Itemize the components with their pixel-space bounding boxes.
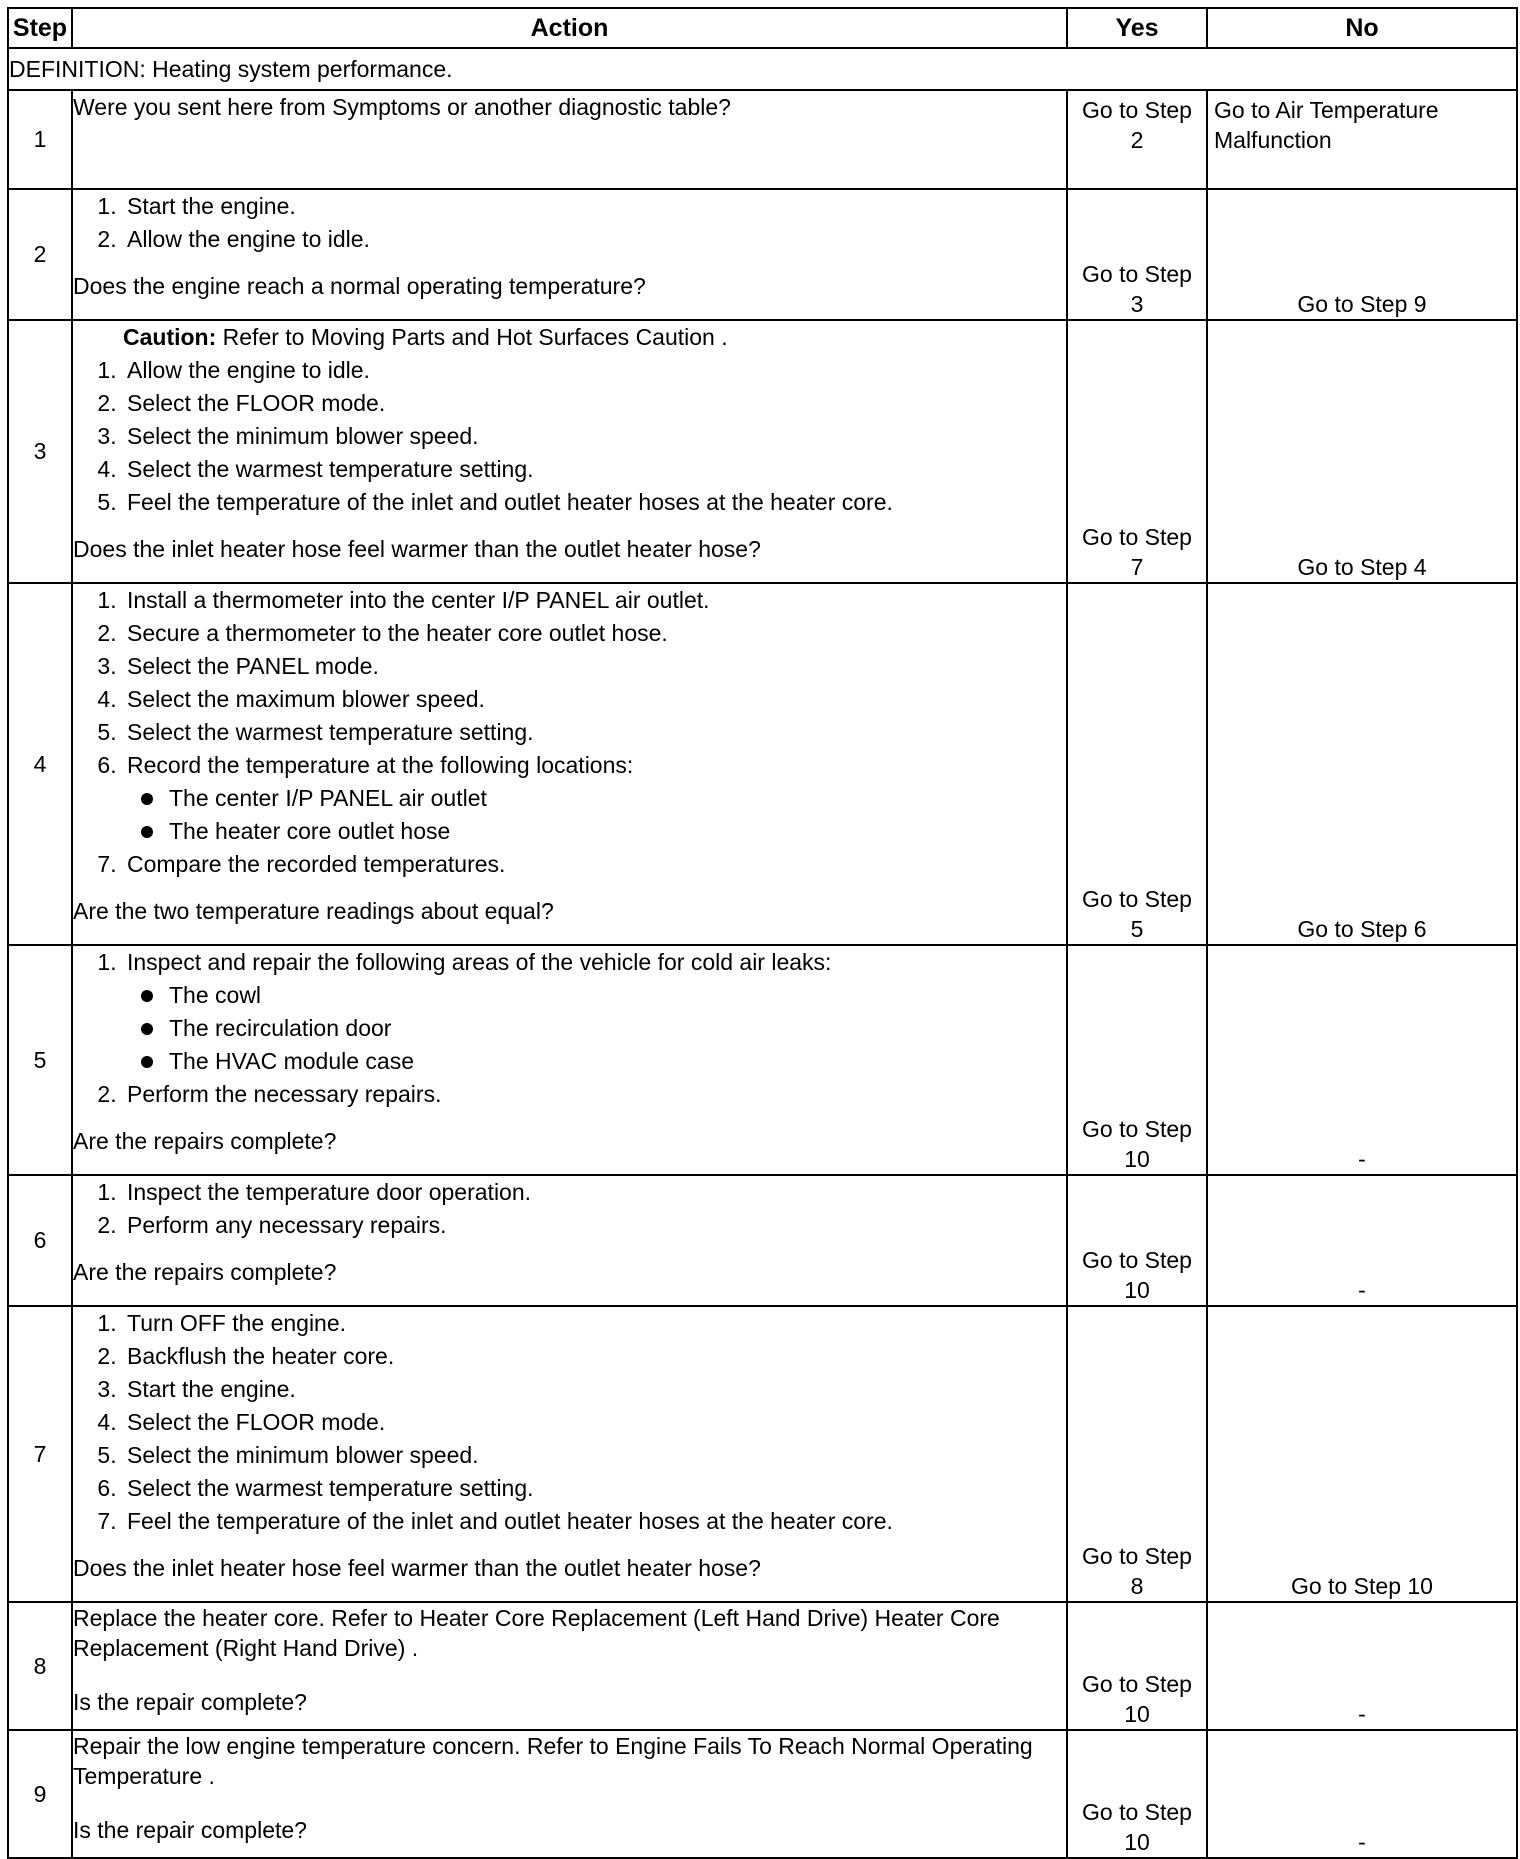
step-question: Are the repairs complete? — [73, 1259, 337, 1285]
step-row-9 — [8, 1730, 1517, 1858]
definition-row — [8, 48, 1517, 90]
step-action — [72, 1602, 1067, 1730]
yes-label: Go to Step — [1082, 97, 1192, 123]
no-cell: Go to Step 9 — [1207, 189, 1517, 320]
list-item — [123, 946, 1066, 1078]
step-row-8 — [8, 1602, 1517, 1730]
header-step: Step — [8, 8, 72, 48]
list-item: 1. Turn OFF the engine. — [123, 1307, 1066, 1340]
no-cell: Go to Step 4 — [1207, 320, 1517, 583]
yes-cell — [1067, 320, 1207, 583]
step-action — [72, 189, 1067, 320]
step-number: 6 — [8, 1175, 72, 1306]
yes-label: Go to Step — [1082, 1247, 1192, 1273]
yes-label: Go to Step — [1082, 886, 1192, 912]
caution-text: Refer to Moving Parts and Hot Surfaces Caution . — [216, 324, 728, 350]
no-label-cont: Malfunction — [1214, 127, 1332, 153]
yes-cell — [1067, 1730, 1207, 1858]
yes-cell — [1067, 1306, 1207, 1602]
yes-cell — [1067, 945, 1207, 1175]
step-action — [72, 945, 1067, 1175]
step-row-1 — [8, 90, 1517, 189]
no-cell: Go to Step 6 — [1207, 583, 1517, 945]
step-action — [72, 90, 1067, 189]
list-item: 5. Select the minimum blower speed. — [123, 1439, 1066, 1472]
step-question: Are the repairs complete? — [73, 1128, 337, 1154]
bullet-item: The heater core outlet hose — [141, 815, 1066, 848]
step-number: 9 — [8, 1730, 72, 1858]
list-item: 1. Install a thermometer into the center I/P PANEL air outlet. — [123, 584, 1066, 617]
step-number: 4 — [8, 583, 72, 945]
yes-cell — [1067, 90, 1207, 189]
no-cell: - — [1207, 945, 1517, 1175]
no-cell: - — [1207, 1730, 1517, 1858]
list-item: 1. Start the engine. — [123, 190, 1066, 223]
header-no: No — [1207, 8, 1517, 48]
list-item: 4. Select the maximum blower speed. — [123, 683, 1066, 716]
list-item-text: Record the temperature at the following locations: — [127, 752, 634, 778]
caution-label: Caution: — [123, 324, 217, 350]
list-item: 2. Select the FLOOR mode. — [123, 387, 1066, 420]
step-question: Is the repair complete? — [73, 1689, 307, 1715]
list-item: 2. Backflush the heater core. — [123, 1340, 1066, 1373]
list-item: 1. Allow the engine to idle. — [123, 354, 1066, 387]
list-item: 4. Select the warmest temperature setting. — [123, 453, 1066, 486]
step-question: Does the inlet heater hose feel warmer than the outlet heater hose? — [73, 536, 761, 562]
yes-step: 2 — [1130, 127, 1144, 153]
step-action — [72, 583, 1067, 945]
action-text: Replace the heater core. Refer to Heater Core Replacement (Left Hand Drive) Heater Core Replacement (Right Hand Drive) . — [73, 1605, 1000, 1661]
yes-step: 10 — [1124, 1146, 1150, 1172]
step-number: 7 — [8, 1306, 72, 1602]
step-row-6 — [8, 1175, 1517, 1306]
list-item: 5. Select the warmest temperature setting. — [123, 716, 1066, 749]
step-number: 3 — [8, 320, 72, 583]
list-item: 3. Select the PANEL mode. — [123, 650, 1066, 683]
no-cell: Go to Step 10 — [1207, 1306, 1517, 1602]
bullet-item: The center I/P PANEL air outlet — [141, 782, 1066, 815]
step-row-2 — [8, 189, 1517, 320]
step-row-7 — [8, 1306, 1517, 1602]
step-number: 1 — [8, 90, 72, 189]
action-list — [73, 946, 1066, 1111]
yes-label: Go to Step — [1082, 1799, 1192, 1825]
header-action: Action — [72, 8, 1067, 48]
yes-step: 3 — [1130, 291, 1144, 317]
list-item: 7. Feel the temperature of the inlet and outlet heater hoses at the heater core. — [123, 1505, 1066, 1538]
yes-label: Go to Step — [1082, 1543, 1192, 1569]
list-item — [123, 749, 1066, 848]
list-item: 2. Secure a thermometer to the heater core outlet hose. — [123, 617, 1066, 650]
list-item: 5. Feel the temperature of the inlet and outlet heater hoses at the heater core. — [123, 486, 1066, 519]
yes-label: Go to Step — [1082, 1116, 1192, 1142]
step-row-4 — [8, 583, 1517, 945]
no-cell — [1207, 90, 1517, 189]
yes-step: 10 — [1124, 1829, 1150, 1855]
list-item: 4. Select the FLOOR mode. — [123, 1406, 1066, 1439]
yes-label: Go to Step — [1082, 261, 1192, 287]
list-item: 2. Allow the engine to idle. — [123, 223, 1066, 256]
step-question: Does the engine reach a normal operating temperature? — [73, 273, 646, 299]
yes-label: Go to Step — [1082, 524, 1192, 550]
list-item: 3. Select the minimum blower speed. — [123, 420, 1066, 453]
step-number: 5 — [8, 945, 72, 1175]
action-list — [73, 1176, 1066, 1242]
action-text: Were you sent here from Symptoms or another diagnostic table? — [73, 94, 731, 120]
yes-step: 10 — [1124, 1277, 1150, 1303]
diagnostic-table-container — [7, 7, 1516, 1859]
step-action — [72, 1306, 1067, 1602]
list-item-text: Inspect and repair the following areas of the vehicle for cold air leaks: — [127, 949, 832, 975]
step-number: 8 — [8, 1602, 72, 1730]
yes-cell — [1067, 1175, 1207, 1306]
bullet-item: The HVAC module case — [141, 1045, 1066, 1078]
step-action — [72, 1730, 1067, 1858]
step-number: 2 — [8, 189, 72, 320]
header-row — [8, 8, 1517, 48]
list-item: 6. Select the warmest temperature setting. — [123, 1472, 1066, 1505]
list-item: 2. Perform the necessary repairs. — [123, 1078, 1066, 1111]
yes-cell — [1067, 189, 1207, 320]
step-question: Are the two temperature readings about equal? — [73, 898, 554, 924]
header-yes: Yes — [1067, 8, 1207, 48]
list-item: 1. Inspect the temperature door operation. — [123, 1176, 1066, 1209]
action-text: Repair the low engine temperature concern. Refer to Engine Fails To Reach Normal Operating Temperature . — [73, 1733, 1033, 1789]
step-row-3 — [8, 320, 1517, 583]
no-cell: - — [1207, 1602, 1517, 1730]
yes-step: 10 — [1124, 1701, 1150, 1727]
step-row-5 — [8, 945, 1517, 1175]
bullet-list — [127, 782, 1066, 848]
bullet-item: The recirculation door — [141, 1012, 1066, 1045]
definition-text: DEFINITION: Heating system performance. — [8, 48, 1517, 90]
yes-step: 7 — [1130, 554, 1144, 580]
yes-step: 8 — [1130, 1573, 1144, 1599]
step-question: Does the inlet heater hose feel warmer than the outlet heater hose? — [73, 1555, 761, 1581]
bullet-item: The cowl — [141, 979, 1066, 1012]
action-list — [73, 190, 1066, 256]
yes-cell — [1067, 583, 1207, 945]
yes-label: Go to Step — [1082, 1671, 1192, 1697]
no-label: Go to Air Temperature — [1214, 97, 1439, 123]
yes-step: 5 — [1130, 916, 1144, 942]
caution-note — [73, 321, 1066, 354]
action-list — [73, 354, 1066, 519]
list-item: 7. Compare the recorded temperatures. — [123, 848, 1066, 881]
no-cell: - — [1207, 1175, 1517, 1306]
list-item: 2. Perform any necessary repairs. — [123, 1209, 1066, 1242]
action-list — [73, 584, 1066, 881]
step-action — [72, 320, 1067, 583]
diagnostic-table — [7, 7, 1518, 1859]
step-question: Is the repair complete? — [73, 1817, 307, 1843]
list-item: 3. Start the engine. — [123, 1373, 1066, 1406]
yes-cell — [1067, 1602, 1207, 1730]
step-action — [72, 1175, 1067, 1306]
bullet-list — [127, 979, 1066, 1078]
action-list — [73, 1307, 1066, 1538]
